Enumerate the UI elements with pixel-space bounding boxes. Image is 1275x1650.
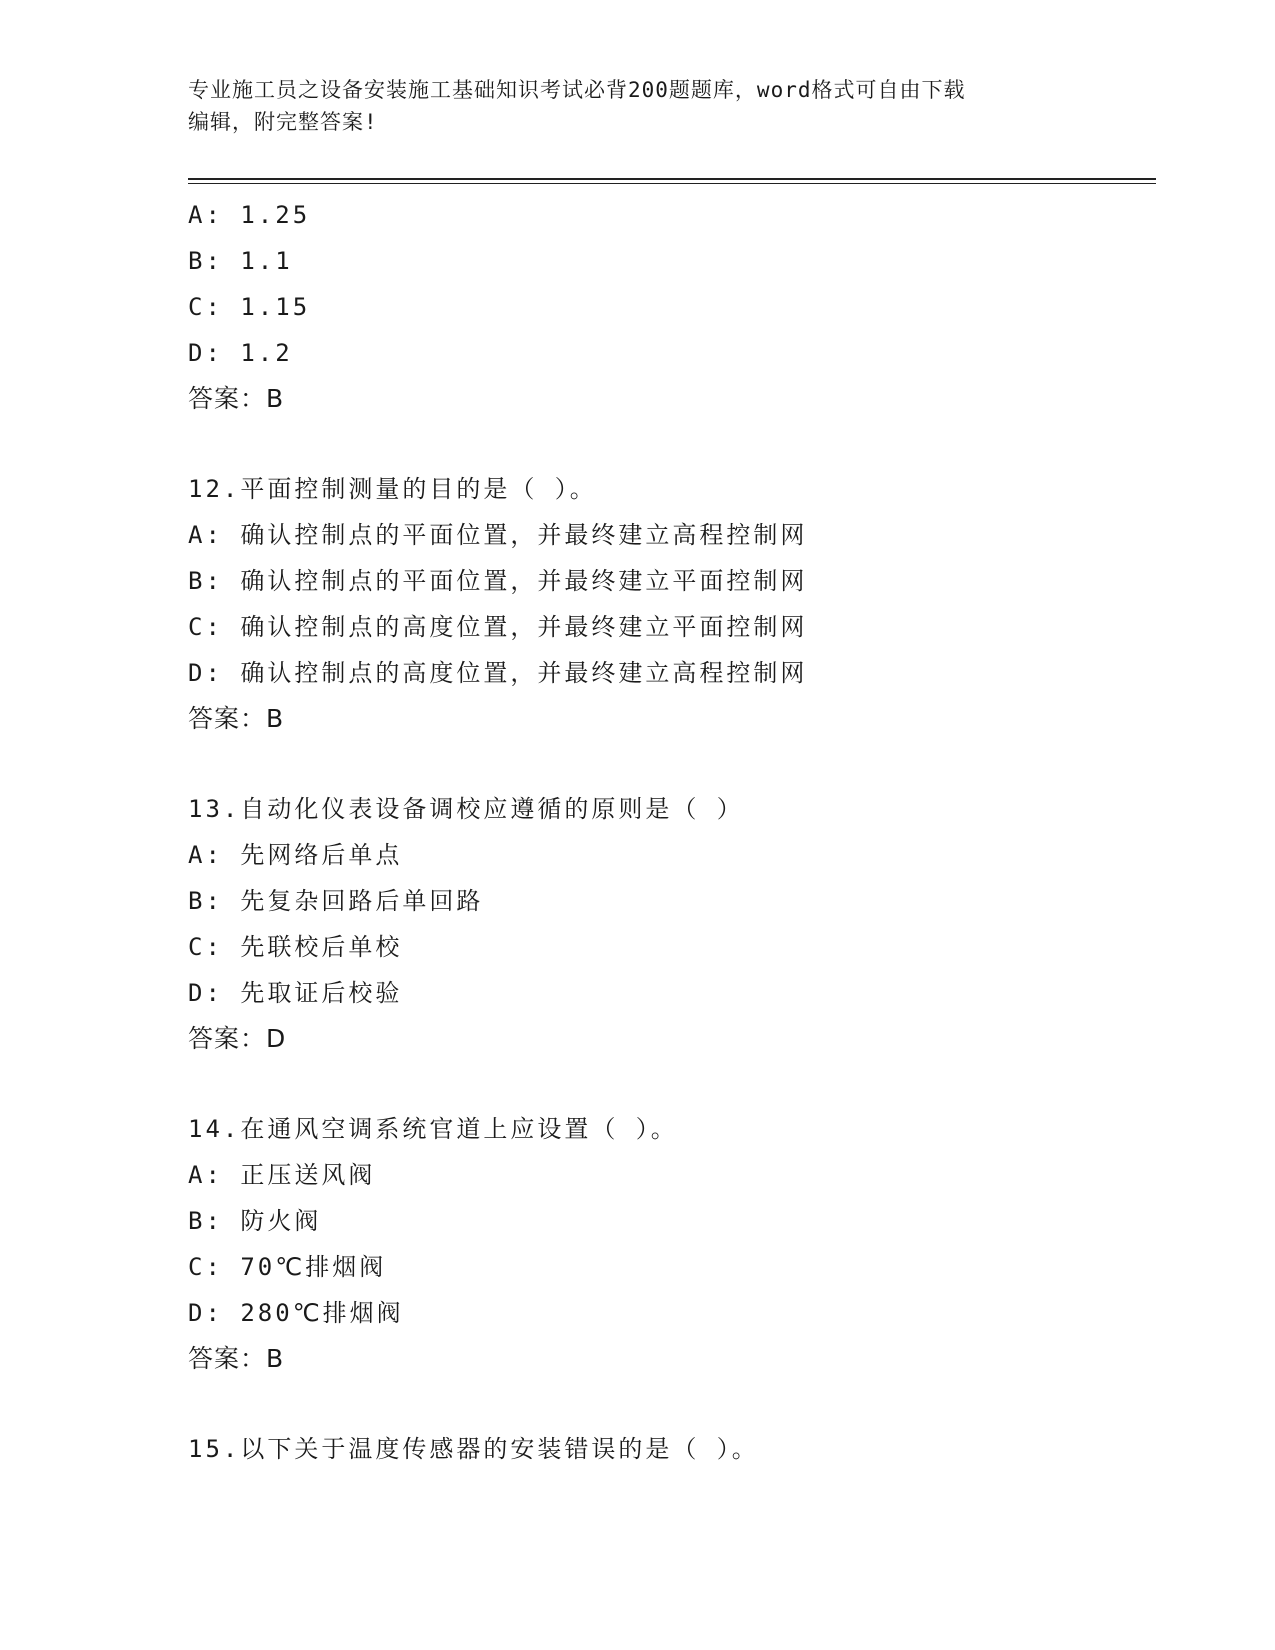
question-list [188,192,1156,1472]
option-b: B: 防火阀 [188,1207,322,1235]
answer-line: 答案：B [188,384,285,413]
header-title-line-2: 编辑，附完整答案! [188,110,378,134]
option-b: B: 确认控制点的平面位置，并最终建立平面控制网 [188,567,808,595]
option-c: C: 先联校后单校 [188,933,403,961]
option-d: D: 1.2 [188,339,293,367]
answer-line: 答案：B [188,1344,285,1373]
option-a: A: 正压送风阀 [188,1161,376,1189]
option-b: B: 1.1 [188,247,293,275]
document-header [188,74,1088,138]
question-spacer [188,1382,1156,1426]
question-stem: 15.以下关于温度传感器的安装错误的是（ ）。 [188,1435,759,1463]
question-14 [188,1106,1156,1382]
option-a: A: 1.25 [188,201,311,229]
option-b: B: 先复杂回路后单回路 [188,887,484,915]
option-a: A: 先网络后单点 [188,841,403,869]
option-a: A: 确认控制点的平面位置，并最终建立高程控制网 [188,521,808,549]
option-c: C: 70℃排烟阀 [188,1253,387,1281]
option-d: D: 确认控制点的高度位置，并最终建立高程控制网 [188,659,808,687]
option-c: C: 1.15 [188,293,311,321]
question-stem: 12.平面控制测量的目的是（ ）。 [188,475,597,503]
question-spacer [188,1062,1156,1106]
question-spacer [188,422,1156,466]
header-divider-thick [188,178,1156,180]
question-15 [188,1426,1156,1472]
option-c: C: 确认控制点的高度位置，并最终建立平面控制网 [188,613,808,641]
question-stem: 14.在通风空调系统官道上应设置（ ）。 [188,1115,678,1143]
option-d: D: 先取证后校验 [188,979,403,1007]
question-11 [188,192,1156,422]
question-12 [188,466,1156,742]
header-title-line-1: 专业施工员之设备安装施工基础知识考试必背200题题库，word格式可自由下载 [188,78,966,102]
header-divider-thin [188,183,1156,184]
option-d: D: 280℃排烟阀 [188,1299,404,1327]
question-13 [188,786,1156,1062]
question-stem: 13.自动化仪表设备调校应遵循的原则是（ ） [188,795,744,823]
answer-line: 答案：D [188,1024,287,1053]
answer-line: 答案：B [188,704,285,733]
question-spacer [188,742,1156,786]
